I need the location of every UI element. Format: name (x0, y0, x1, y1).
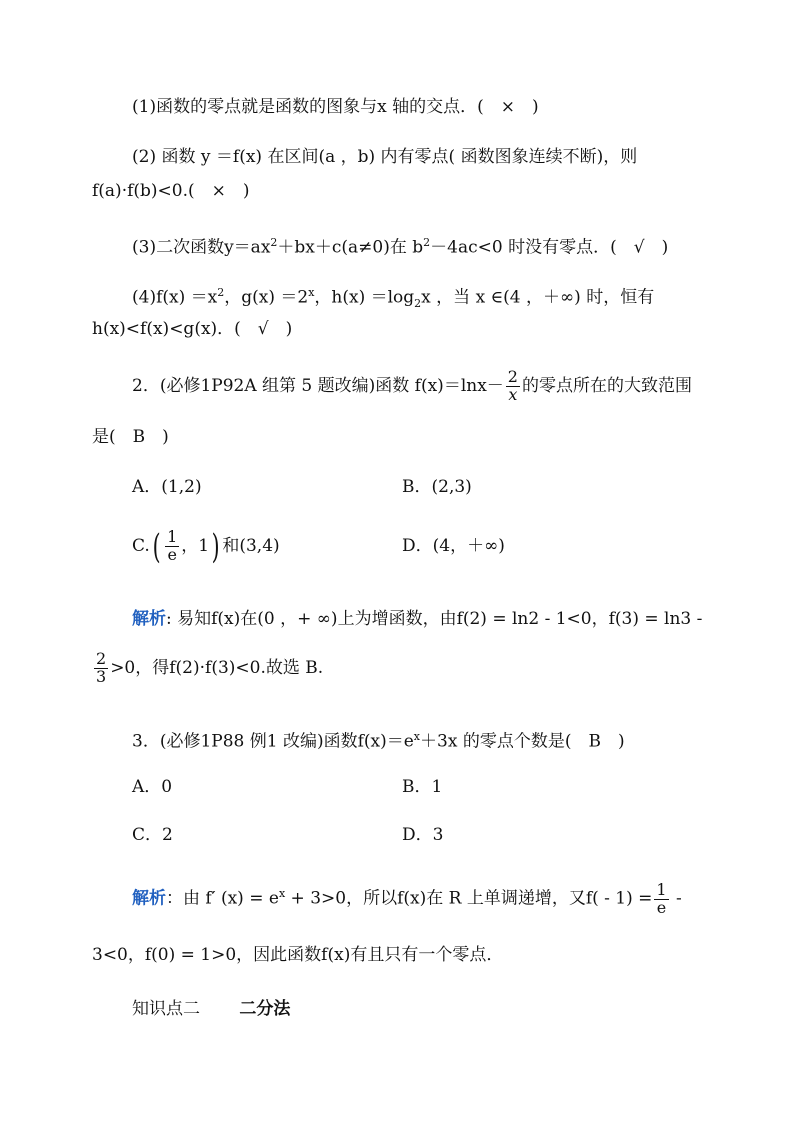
question-2-stem-line2: 是( B ) (92, 427, 169, 447)
question-3-option-b: B．1 (402, 777, 443, 797)
question-3-option-d: D．3 (402, 825, 444, 845)
question-3-option-a: A．0 (132, 777, 173, 797)
question-2-option-a: A．(1,2) (132, 477, 202, 497)
section-heading (132, 998, 290, 1020)
judgement-item-4-line2: h(x)<f(x)<g(x)．( √ ) (92, 319, 293, 339)
question-2-option-b: B．(2,3) (402, 477, 472, 497)
analysis-label: 解析 (132, 609, 166, 629)
judgement-item-1: (1)函数的零点就是函数的图象与x 轴的交点．( × ) (132, 97, 539, 117)
question-2-option-d: D．(4，＋∞) (402, 536, 505, 556)
question-2-stem: 2．(必修1P92A 组第 5 题改编)函数 f(x)＝lnx－ $\frac{2}{x}$ 的零点所在的大致范围 (132, 367, 692, 404)
question-2-analysis-line2: $\frac{2}{3}$ >0，得f(2)·f(3)<0.故选 B. (96, 649, 324, 686)
question-3-option-c: C．2 (132, 825, 173, 845)
judgement-item-2-line1: (2) 函数 y ＝f(x) 在区间(a ，b) 内有零点( 函数图象连续不断)，则 (132, 147, 638, 167)
question-3-analysis-line1: 解析：由 f′ $(x) = e^x + 3>0$，所以f(x)在 R 上单调递增，又f( ‐ 1) = $\frac{1}{e}$ ‐ (132, 879, 682, 917)
fraction-2-over-3: $\frac{2}{3}$ (96, 649, 107, 686)
question-2-option-c: C.( $\frac{1}{e}$ ，1) 和(3,4) (132, 526, 280, 567)
judgement-item-4-line1: $(4)f(x) =x^2$，$g(x) =2^x$，$h(x) =\log_2x$ ，当 x ∈(4 ，＋∞) 时，恒有 (132, 286, 655, 311)
question-3-analysis-line2: 3<0，f(0) = 1>0，因此函数f(x)有且只有一个零点． (92, 945, 504, 965)
question-3-stem: 3．(必修1P88 例1 改编)函数$f(x)=e^x+3x$ 的零点个数是( B ) (132, 730, 625, 752)
fraction-1-over-e: $\frac{1}{e}$ (656, 879, 667, 917)
judgement-item-3: (3)二次函数$y=ax^2+bx+c(a\ne 0)$在 $b^2-4ac<0$ 时没有零点．( √ ) (132, 236, 669, 258)
question-2-analysis-line1: 解析: 易知f(x)在(0 ，+ ∞)上为增函数，由f(2) = ln2 ‐ 1<0，f(3) = ln3 ‐ (132, 609, 703, 629)
analysis-label: 解析 (132, 888, 166, 909)
section-title: 二分法 (239, 999, 291, 1019)
fraction-2-over-x: $\frac{2}{x}$ (507, 367, 518, 404)
section-label: 知识点二 (132, 999, 200, 1019)
fraction-1-over-e: $\frac{1}{e}$ (167, 527, 178, 564)
judgement-item-2-line2: f(a)·f(b)<0.( × ) (92, 181, 250, 201)
